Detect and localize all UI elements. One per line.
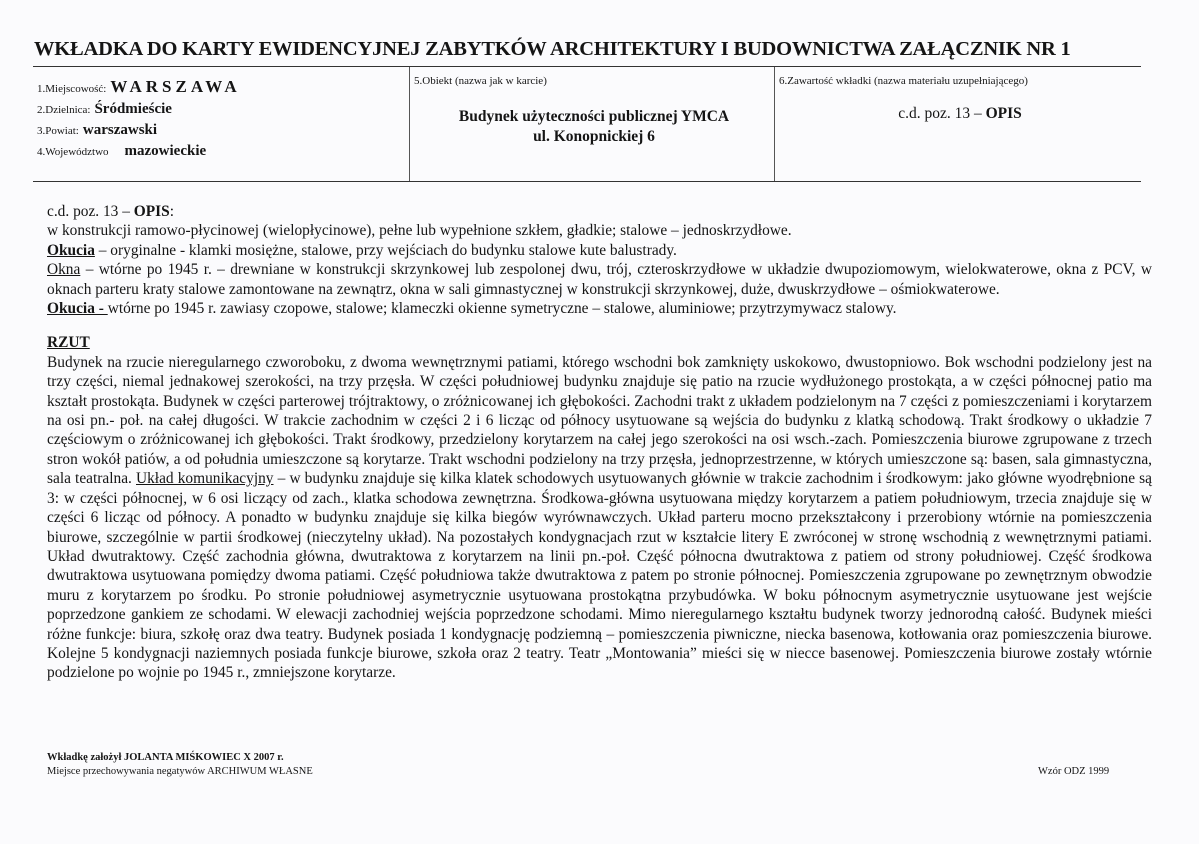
miejscowosc-label: 1.Miejscowość: (37, 83, 107, 95)
heading-bold: OPIS (133, 203, 170, 220)
okna-label: Okna (47, 261, 81, 279)
author-note: Wkładkę założył JOLANTA MIŚKOWIEC X 2007 r. (47, 752, 284, 763)
okucia-label: Okucia (47, 241, 95, 259)
rzut-text-part2: – w budynku znajduje się kilka klatek schodowych usytuowanych głównie w trakcie zachodnim i środkowym: jako główne wyodrębnione są 3: w części północnej, w 6 osi liczący od zach., klatka schodowa zewnętrzna. Środkowa-główna usytuowana między korytarzem a patiem południowym, trzecia znajduje się w części 6 licząc od północy. A ponadto w budynku znajduje się kilka biegów wyrównawczych. Układ parteru mocno przekształcony i przerobiony wtórnie na pomieszczenia biurowe, szczególnie w partii środkowej (nieczytelny układ). Na pozostałych kondygnacjach rzut w kształcie litery E zwróconej w stronę wschodnią z wewnętrznymi patiami. Układ dwutraktowy. Część zachodnia główna, dwutraktowa z korytarzem na linii pn.-poł. Część północna dwutraktowa z patiem od strony południowej. Część środkowa dwutraktowa usytuowana pomiędzy dwoma patiami. Część południowa także dwutraktowa z patem po stronie północnej. Pomieszczenia zgrupowane po zewnętrznym obwodzie muru z korytarzem po środku. Po stronie południowej asymetrycznie usytuowana prostokątna przybudówka. W boku północnym asymetrycznie usytuowane jest wejście poprzedzone gankiem ze schodami. W elewacji zachodniej wejścia poprzedzone schodami. Mimo nieregularnego kształtu budynek tworzy jednorodną całość. Budynek mieści różne funkcje: biura, szkołę oraz dwa teatry. Budynek posiada 1 kondygnację podziemną – pomieszczenia piwniczne, niecka basenowa, kotłowania oraz pomieszczenia biurowe. Kolejne 5 kondygnacji naziemnych posiada funkcje biurowe, szkoła oraz 2 teatry. Teatr „Montowania” mieści się w niecce basenowej. Pomieszczenia biurowe zostały wtórnie podzielone po wojnie po 1945 r., zmniejszone korytarze. (47, 470, 1152, 682)
dzielnica-value: Śródmieście (94, 101, 172, 117)
okucia-text: – oryginalne - klamki mosiężne, stalowe, przy wejściach do budynku stalowe kute balustrady. (94, 241, 677, 259)
miejscowosc-row (37, 77, 409, 99)
object-name-line1: Budynek użyteczności publicznej YMCA (458, 108, 730, 125)
okna-paragraph (47, 260, 1152, 299)
location-cell (33, 67, 410, 181)
dzielnica-label: 2.Dzielnica: (37, 104, 91, 116)
okucia-windows-text: wtórne po 1945 r. zawiasy czopowe, stalowe; klameczki okienne symetryczne – stalowe, aluminiowe; przytrzymywacz stalowy. (107, 300, 897, 318)
wojewodztwo-label: 4.Województwo (37, 146, 109, 158)
wojewodztwo-value: mazowieckie (124, 143, 207, 159)
contents-cell (775, 67, 1141, 181)
section-heading (47, 202, 1152, 221)
okna-text: – wtórne po 1945 r. – drewniane w konstrukcji skrzynkowej lub zespolonej dwu, trój, czteroskrzydłowe w układzie dwupoziomowym, wielokwaterowe, okna z PCV, w oknach parteru kraty stalowe zamontowane na zewnątrz, okna w sali gimnastycznej w konstrukcji skrzynkowej, duże, dwuskrzydłowe – ośmiokwaterowe. (47, 261, 1152, 298)
powiat-label: 3.Powiat: (37, 125, 79, 137)
okucia-windows-paragraph (47, 299, 1152, 318)
header-table (33, 66, 1141, 182)
doors-paragraph: w konstrukcji ramowo-płycinowej (wielopłycinowe), pełne lub wypełnione szkłem, gładkie; stalowe – jednoskrzydłowe. (47, 222, 792, 240)
okucia-paragraph (47, 241, 1152, 260)
rzut-text-part1: Budynek na rzucie nieregularnego czworoboku, z dwoma wewnętrznymi patiami, którego wschodni bok zamknięty uskokowo, dwustopniowo. Bok wschodni podzielony jest na trzy części, niemal jednakowej szerokości, na trzy przęsła. W części południowej budynku znajduje się patio na rzucie wydłużonego prostokąta, a w części północnej patio ma kształt prostokąta. Budynek w części parterowej trójtraktowy, o zróżnicowanej ich głębokości. Zachodni trakt z układem podzielonym na 7 części z pomieszczeniami i korytarzem na osi pn.- poł. na całej długości. W trakcie zachodnim w części 2 i 6 licząc od północy usytuowane są wejścia do budynku z klatką schodową. Trakt środkowy o układzie 7 częściowym o zróżnicowanej ich głębokości. Trakt środkowy, przedzielony korytarzem na całej jego szerokości na osi wsch.-zach. Pomieszczenia biurowe zgrupowane z trzech stron wokół patiów, a od południa umieszczone są korytarze. Trakt wschodni podzielony na trzy przęsła, jednoprzestrzenne, w których umieszczone są: basen, sala gimnastyczna, sala teatralna. (47, 353, 1152, 488)
rzut-paragraph (47, 353, 1152, 683)
object-address: ul. Konopnickiej 6 (533, 128, 655, 145)
contents-prefix: c.d. poz. 13 – (898, 105, 986, 122)
powiat-row (37, 120, 409, 141)
powiat-value: warszawski (82, 122, 158, 138)
contents-label: 6.Zawartość wkładki (nazwa materiału uzupełniającego) (779, 75, 1028, 87)
document-body (47, 202, 1152, 683)
storage-note: Miejsce przechowywania negatywów ARCHIWUM WŁASNE (47, 766, 313, 777)
object-cell (410, 67, 775, 181)
heading-suffix: : (169, 203, 174, 220)
contents-value (779, 105, 1141, 123)
uklad-komunikacyjny-label: Układ komunikacyjny (136, 470, 274, 488)
object-name (414, 107, 774, 147)
document-title: WKŁADKA DO KARTY EWIDENCYJNEJ ZABYTKÓW ARCHITEKTURY I BUDOWNICTWA ZAŁĄCZNIK NR 1 (34, 38, 1071, 60)
object-label: 5.Obiekt (nazwa jak w karcie) (414, 75, 547, 87)
heading-prefix: c.d. poz. 13 – (47, 203, 134, 220)
template-note: Wzór ODZ 1999 (1038, 766, 1110, 777)
rzut-heading: RZUT (47, 334, 90, 352)
contents-bold: OPIS (985, 105, 1022, 122)
okucia-windows-label: Okucia - (47, 300, 108, 318)
wojewodztwo-row (37, 141, 409, 162)
miejscowosc-value: WARSZAWA (110, 77, 241, 96)
dzielnica-row (37, 99, 409, 120)
